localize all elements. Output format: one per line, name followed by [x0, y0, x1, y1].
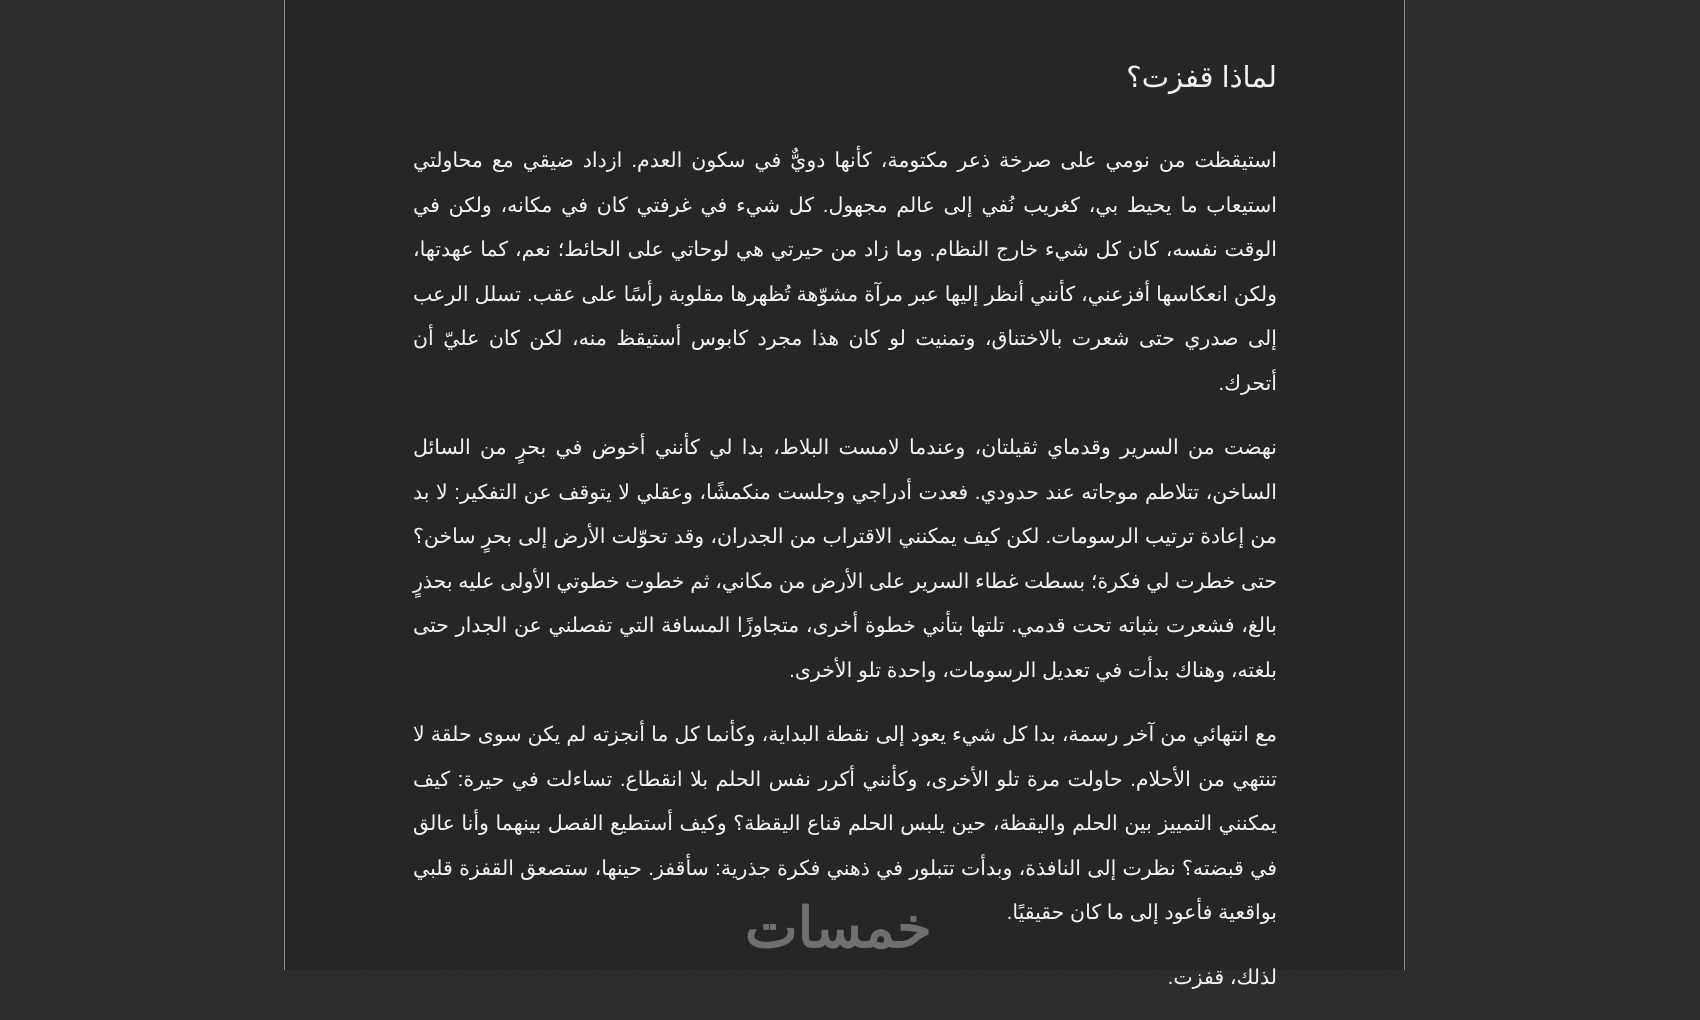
article-body [413, 139, 1277, 1020]
paragraph: لذلك، قفزت. [1167, 965, 1277, 989]
paragraph: نهضت من السرير وقدماي ثقيلتان، وعندما لامست البلاط، بدا لي كأنني أخوض في بحرٍ من السائل الساخن، تتلاطم موجاته عند حدودي. فعدت أدراجي وجلست منكمشًا، وعقلي لا يتوقف عن التفكير: لا بد من إعادة ترتيب الرسومات. لكن كيف يمكنني الاقتراب من الجدران، وقد تحوّلت الأرض إلى بحرٍ ساخن؟ حتى خطرت لي فكرة؛ بسطت غطاء السرير على الأرض من مكاني، ثم خطوت خطوتي الأولى عليه بحذرٍ بالغ، فشعرت بثباته تحت قدمي. تلتها بتأني خطوة أخرى، متجاوزًا المسافة التي تفصلني عن الجدار حتى بلغته، وهناك بدأت في تعديل الرسومات، واحدة تلو الأخرى. [413, 436, 1277, 682]
article-title: لماذا قفزت؟ [1126, 62, 1277, 94]
paragraph: استيقظت من نومي على صرخة ذعر مكتومة، كأنها دويٌّ في سكون العدم. ازداد ضيقي مع محاولتي استيعاب ما يحيط بي، كغريب نُفي إلى عالم مجهول. كل شيء في غرفتي كان في مكانه، ولكن في الوقت نفسه، كان كل شيء خارج النظام. وما زاد من حيرتي هي لوحاتي على الحائط؛ نعم، كما عهدتها، ولكن انعكاسها أفزعني، كأنني أنظر إليها عبر مرآة مشوّهة تُظهرها مقلوبة رأسًا على عقب. تسلل الرعب إلى صدري حتى شعرت بالاختناق، وتمنيت لو كان هذا مجرد كابوس أستيقظ منه، لكن كان عليّ أن أتحرك. [413, 149, 1277, 395]
khamsat-watermark-logo: خمسات [745, 896, 932, 959]
article-panel [284, 0, 1405, 989]
paragraph: مع انتهائي من آخر رسمة، بدا كل شيء يعود إلى نقطة البداية، وكأنما كل ما أنجزته لم يكن سوى حلقة لا تنتهي من الأحلام. حاولت مرة تلو الأخرى، وكأنني أكرر نفس الحلم بلا انقطاع. تساءلت في حيرة: كيف يمكنني التمييز بين الحلم واليقظة، حين يلبس الحلم قناع اليقظة؟ وكيف أستطيع الفصل بينهما وأنا عالق في قبضته؟ نظرت إلى النافذة، وبدأت تتبلور في ذهني فكرة جذرية: سأقفز. حينها، ستصعق القفزة قلبي بواقعية فأعود إلى ما كان حقيقيًا. [413, 723, 1277, 924]
